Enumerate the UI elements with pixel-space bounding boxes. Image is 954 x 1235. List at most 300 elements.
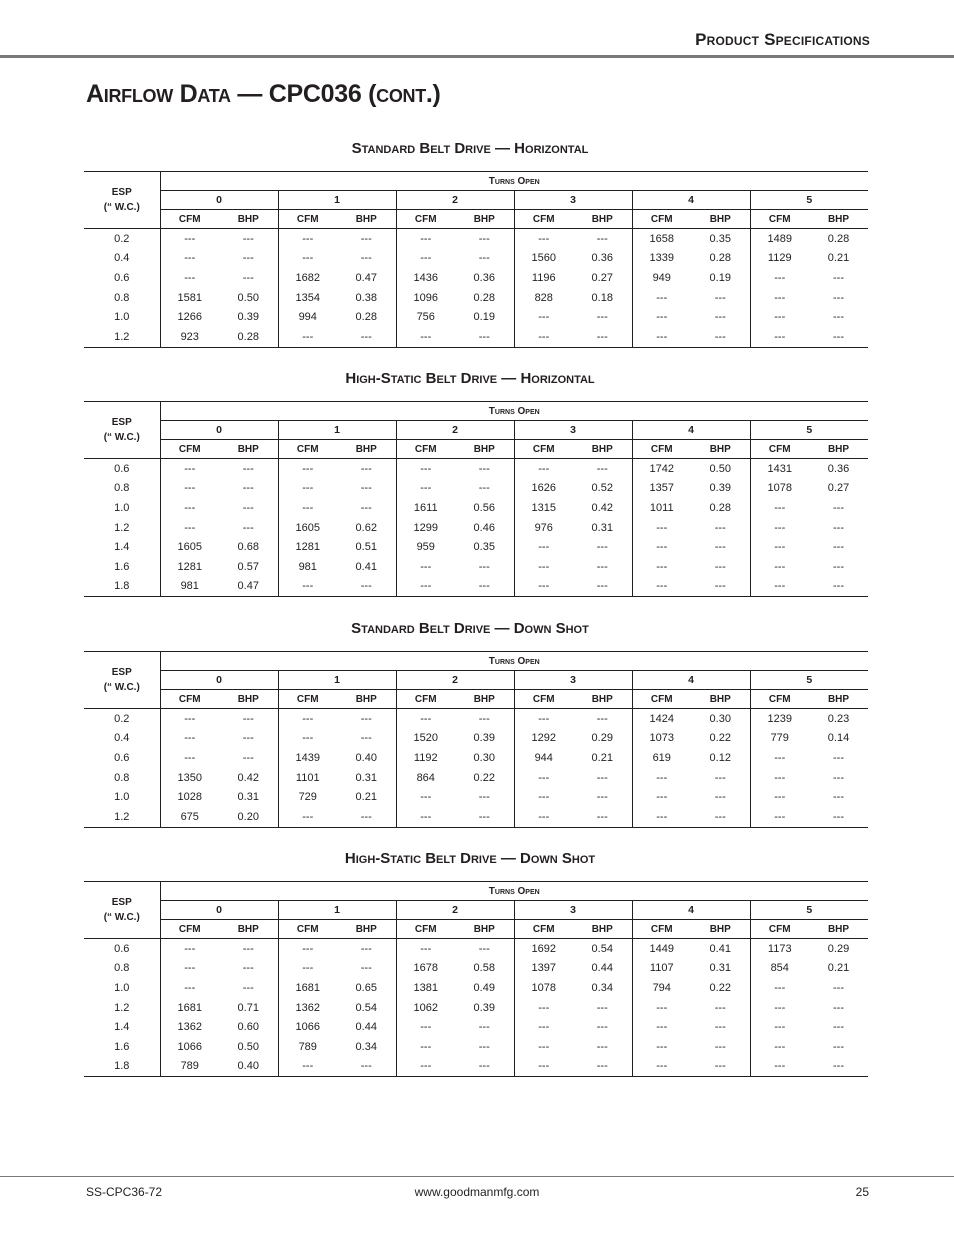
bhp-value: ---	[337, 577, 396, 597]
cfm-value: ---	[160, 249, 219, 269]
table-row	[84, 768, 868, 788]
bhp-value: 0.21	[355, 791, 377, 804]
cfm-value: 1681	[278, 978, 337, 998]
esp-value: 1.2	[114, 1001, 130, 1014]
bhp-value: ---	[242, 712, 254, 725]
esp-value: 1.0	[114, 981, 130, 994]
bhp-value: ---	[714, 521, 726, 534]
cfm-value: ---	[396, 577, 455, 597]
cfm-value: ---	[396, 557, 455, 577]
esp-value: 1.0	[114, 311, 130, 324]
bhp-value: ---	[360, 252, 372, 265]
cfm-value: ---	[396, 249, 455, 269]
table-row	[84, 557, 868, 577]
bhp-header: BHP	[219, 210, 278, 229]
bhp-header: BHP	[809, 690, 868, 709]
bhp-value: 0.47	[219, 577, 278, 597]
bhp-value: 0.18	[591, 291, 613, 304]
cfm-value: ---	[632, 307, 691, 327]
esp-header	[84, 652, 160, 709]
esp-unit: (“ W.C.)	[103, 202, 140, 213]
cfm-value: ---	[396, 1037, 455, 1057]
bhp-value: ---	[833, 751, 844, 764]
cfm-value: ---	[514, 459, 573, 479]
cfm-value: ---	[514, 229, 573, 249]
cfm-value: 1281	[160, 557, 219, 577]
turns-number-header: 5	[750, 901, 868, 920]
esp-value: 1.4	[114, 1021, 130, 1034]
cfm-value: ---	[160, 268, 219, 288]
cfm-header: CFM	[632, 440, 691, 459]
bhp-value: ---	[242, 232, 254, 245]
bhp-value: ---	[833, 771, 844, 784]
esp-value: 0.8	[114, 482, 130, 495]
cfm-value: ---	[514, 1037, 573, 1057]
cfm-value: 1362	[278, 998, 337, 1018]
table-row	[84, 577, 868, 597]
cfm-header: CFM	[514, 920, 573, 939]
cfm-value: 976	[514, 518, 573, 538]
bhp-header: BHP	[809, 920, 868, 939]
cfm-header: CFM	[160, 690, 219, 709]
bhp-value: ---	[242, 521, 254, 534]
cfm-value: ---	[750, 577, 809, 597]
turns-number-header: 4	[632, 901, 750, 920]
esp-value: 1.2	[84, 807, 160, 827]
cfm-header: CFM	[396, 920, 455, 939]
cfm-value: 1489	[750, 229, 809, 249]
cfm-value: 1173	[750, 939, 809, 959]
cfm-value: 1192	[396, 748, 455, 768]
cfm-header: CFM	[160, 920, 219, 939]
cfm-value: ---	[160, 748, 219, 768]
bhp-value: ---	[360, 232, 372, 245]
cfm-value: ---	[514, 709, 573, 729]
footer-rule	[0, 1176, 954, 1177]
cfm-value: ---	[278, 807, 337, 827]
cfm-value: ---	[160, 959, 219, 979]
bhp-value: 0.21	[591, 751, 613, 764]
bhp-value: 0.31	[591, 521, 613, 534]
bhp-value: 0.28	[709, 501, 731, 514]
cfm-value: ---	[632, 557, 691, 577]
bhp-value: 0.38	[355, 291, 377, 304]
cfm-value: 1397	[514, 959, 573, 979]
bhp-value: ---	[242, 501, 254, 514]
cfm-value: 1357	[632, 479, 691, 499]
table-row	[84, 498, 868, 518]
esp-value: 1.2	[84, 327, 160, 347]
bhp-value: ---	[833, 1001, 844, 1014]
bhp-value: 0.36	[827, 462, 850, 475]
cfm-value: ---	[396, 327, 455, 347]
bhp-value: ---	[573, 577, 632, 597]
cfm-value: 1096	[396, 288, 455, 308]
cfm-value: 1129	[750, 249, 809, 269]
cfm-value: 1626	[514, 479, 573, 499]
cfm-value: ---	[514, 807, 573, 827]
cfm-value: ---	[750, 307, 809, 327]
bhp-value: ---	[242, 751, 254, 764]
table-row	[84, 459, 868, 479]
bhp-value: 0.65	[355, 981, 377, 994]
cfm-value: ---	[632, 518, 691, 538]
esp-value: 1.4	[114, 541, 130, 554]
bhp-value: 0.50	[709, 462, 731, 475]
turns-number-header: 1	[278, 901, 396, 920]
cfm-value: 994	[278, 307, 337, 327]
cfm-value: ---	[396, 479, 455, 499]
cfm-value: 1439	[278, 748, 337, 768]
table-row	[84, 249, 868, 269]
cfm-value: ---	[160, 709, 219, 729]
cfm-value: ---	[514, 1057, 573, 1077]
bhp-value: ---	[714, 1001, 726, 1014]
bhp-value: 0.28	[355, 311, 377, 324]
turns-open-header: Turns Open	[160, 402, 868, 421]
cfm-value: 756	[396, 307, 455, 327]
bhp-value: 0.27	[827, 482, 850, 495]
table-title: Standard Belt Drive — Down Shot	[351, 620, 589, 637]
bhp-header: BHP	[573, 920, 632, 939]
bhp-value: ---	[714, 791, 726, 804]
cfm-value: 1742	[632, 459, 691, 479]
table-row	[84, 1057, 868, 1077]
turns-number-header: 1	[278, 191, 396, 210]
esp-value: 0.8	[114, 962, 130, 975]
cfm-value: 1436	[396, 268, 455, 288]
bhp-value: 0.35	[473, 541, 495, 554]
bhp-value: 0.34	[591, 981, 613, 994]
cfm-value: 923	[160, 327, 219, 347]
bhp-value: ---	[833, 311, 844, 324]
cfm-value: 944	[514, 748, 573, 768]
cfm-value: 981	[278, 557, 337, 577]
bhp-value: 0.54	[591, 942, 613, 955]
bhp-value: ---	[478, 942, 490, 955]
bhp-value: ---	[833, 1040, 844, 1053]
bhp-value: ---	[833, 501, 844, 514]
cfm-value: 1281	[278, 537, 337, 557]
cfm-value: ---	[632, 1017, 691, 1037]
bhp-value: 0.54	[355, 1001, 377, 1014]
table-row	[84, 998, 868, 1018]
cfm-value: ---	[396, 709, 455, 729]
bhp-value: ---	[478, 791, 490, 804]
bhp-value: ---	[833, 791, 844, 804]
bhp-value: 0.39	[709, 482, 731, 495]
cfm-value: ---	[160, 498, 219, 518]
cfm-value: 1431	[750, 459, 809, 479]
bhp-value: 0.40	[355, 751, 377, 764]
table-row	[84, 307, 868, 327]
turns-number-header: 3	[514, 421, 632, 440]
bhp-header: BHP	[455, 440, 514, 459]
cfm-value: 1581	[160, 288, 219, 308]
cfm-value: 729	[278, 787, 337, 807]
turns-number-header: 2	[396, 421, 514, 440]
bhp-value: 0.57	[237, 560, 259, 573]
turns-number-header: 4	[632, 421, 750, 440]
bhp-value: 0.51	[355, 541, 377, 554]
bhp-value: 0.52	[591, 482, 613, 495]
cfm-value: ---	[750, 978, 809, 998]
esp-header	[84, 882, 160, 939]
cfm-value: ---	[278, 327, 337, 347]
table-row	[84, 229, 868, 249]
bhp-value: ---	[833, 541, 844, 554]
bhp-value: 0.29	[827, 942, 850, 955]
bhp-value: ---	[596, 232, 608, 245]
cfm-header: CFM	[514, 440, 573, 459]
bhp-value: ---	[714, 311, 726, 324]
cfm-value: ---	[750, 518, 809, 538]
esp-value: 0.8	[114, 291, 130, 304]
header-rule	[0, 55, 954, 58]
bhp-value: ---	[833, 521, 844, 534]
cfm-value: ---	[632, 288, 691, 308]
bhp-value: ---	[242, 482, 254, 495]
bhp-value: 0.19	[473, 311, 495, 324]
cfm-header: CFM	[632, 920, 691, 939]
cfm-value: ---	[750, 748, 809, 768]
bhp-value: ---	[833, 560, 844, 573]
cfm-value: ---	[750, 268, 809, 288]
turns-number-header: 3	[514, 901, 632, 920]
bhp-value: ---	[809, 807, 868, 827]
cfm-value: 794	[632, 978, 691, 998]
esp-value: 0.6	[114, 751, 130, 764]
bhp-value: ---	[337, 807, 396, 827]
cfm-value: ---	[632, 537, 691, 557]
table-row	[84, 268, 868, 288]
bhp-value: 0.28	[709, 252, 731, 265]
bhp-value: ---	[596, 1021, 608, 1034]
cfm-value: ---	[632, 1037, 691, 1057]
cfm-value: ---	[160, 229, 219, 249]
turns-number-header: 1	[278, 421, 396, 440]
bhp-header: BHP	[573, 690, 632, 709]
esp-label: ESP	[111, 667, 132, 678]
cfm-header: CFM	[278, 690, 337, 709]
esp-header	[84, 402, 160, 459]
bhp-value: 0.39	[473, 732, 495, 745]
page-title: Airflow Data — CPC036 (cont.)	[86, 80, 441, 108]
cfm-value: 1266	[160, 307, 219, 327]
bhp-value: ---	[714, 1021, 726, 1034]
cfm-header: CFM	[632, 210, 691, 229]
bhp-value: ---	[242, 981, 254, 994]
table-title: High-Static Belt Drive — Down Shot	[344, 850, 596, 867]
bhp-header: BHP	[809, 440, 868, 459]
esp-unit: (“ W.C.)	[103, 912, 140, 923]
cfm-value: 1073	[632, 729, 691, 749]
bhp-value: ---	[360, 942, 372, 955]
bhp-value: ---	[478, 252, 490, 265]
cfm-value: ---	[396, 939, 455, 959]
table-row	[84, 939, 868, 959]
cfm-value: 1350	[160, 768, 219, 788]
bhp-value: ---	[242, 462, 254, 475]
bhp-value: ---	[455, 807, 514, 827]
cfm-value: 789	[160, 1057, 219, 1077]
bhp-value: ---	[360, 482, 372, 495]
bhp-value: 0.21	[827, 252, 850, 265]
cfm-header: CFM	[396, 210, 455, 229]
bhp-header: BHP	[691, 440, 750, 459]
cfm-value: 1692	[514, 939, 573, 959]
cfm-value: ---	[514, 1017, 573, 1037]
bhp-value: 0.34	[355, 1040, 377, 1053]
turns-number-header: 5	[750, 421, 868, 440]
table-row	[84, 1037, 868, 1057]
cfm-value: ---	[632, 768, 691, 788]
esp-header	[84, 172, 160, 229]
bhp-header: BHP	[337, 920, 396, 939]
esp-value: 0.8	[114, 771, 130, 784]
bhp-value: 0.36	[591, 252, 613, 265]
cfm-value: ---	[278, 479, 337, 499]
esp-value: 0.6	[114, 271, 130, 284]
cfm-value: ---	[750, 768, 809, 788]
turns-open-header: Turns Open	[160, 652, 868, 671]
turns-number-header: 1	[278, 671, 396, 690]
bhp-value: 0.28	[827, 232, 850, 245]
cfm-header: CFM	[750, 210, 809, 229]
bhp-value: 0.41	[709, 942, 731, 955]
bhp-value: ---	[714, 541, 726, 554]
bhp-value: 0.35	[709, 232, 731, 245]
turns-number-header: 3	[514, 671, 632, 690]
turns-number-header: 2	[396, 901, 514, 920]
cfm-value: 959	[396, 537, 455, 557]
table-row	[84, 787, 868, 807]
bhp-header: BHP	[337, 690, 396, 709]
esp-value: 1.6	[114, 560, 130, 573]
turns-number-header: 2	[396, 671, 514, 690]
cfm-value: 981	[160, 577, 219, 597]
bhp-value: ---	[691, 807, 750, 827]
table-title: Standard Belt Drive — Horizontal	[351, 140, 589, 157]
cfm-value: 1062	[396, 998, 455, 1018]
cfm-value: ---	[396, 459, 455, 479]
table-row	[84, 729, 868, 749]
turns-number-header: 4	[632, 191, 750, 210]
bhp-header: BHP	[455, 210, 514, 229]
bhp-value: ---	[596, 462, 608, 475]
bhp-value: ---	[714, 560, 726, 573]
cfm-value: ---	[632, 327, 691, 347]
bhp-value: 0.40	[219, 1057, 278, 1077]
bhp-value: 0.27	[591, 271, 613, 284]
esp-value: 1.0	[114, 791, 130, 804]
cfm-value: 1520	[396, 729, 455, 749]
bhp-header: BHP	[691, 690, 750, 709]
cfm-value: ---	[278, 229, 337, 249]
cfm-value: ---	[632, 787, 691, 807]
turns-open-header: Turns Open	[160, 172, 868, 191]
cfm-value: ---	[750, 1017, 809, 1037]
cfm-value: 779	[750, 729, 809, 749]
cfm-value: ---	[396, 1057, 455, 1077]
footer-page-number: 25	[855, 1185, 869, 1199]
bhp-value: ---	[242, 732, 254, 745]
cfm-value: 1449	[632, 939, 691, 959]
bhp-value: 0.46	[473, 521, 495, 534]
bhp-value: 0.30	[709, 712, 731, 725]
bhp-value: 0.60	[237, 1021, 259, 1034]
esp-value: 0.6	[114, 462, 130, 475]
bhp-value: 0.22	[473, 771, 495, 784]
cfm-header: CFM	[396, 440, 455, 459]
turns-number-header: 5	[750, 671, 868, 690]
cfm-value: 1101	[278, 768, 337, 788]
esp-value: 0.4	[114, 252, 130, 265]
bhp-header: BHP	[219, 690, 278, 709]
bhp-header: BHP	[691, 210, 750, 229]
cfm-value: ---	[632, 998, 691, 1018]
cfm-value: ---	[160, 518, 219, 538]
cfm-value: ---	[750, 787, 809, 807]
cfm-value: ---	[750, 537, 809, 557]
bhp-value: ---	[573, 1057, 632, 1077]
bhp-value: ---	[596, 712, 608, 725]
bhp-value: ---	[242, 271, 254, 284]
bhp-value: 0.71	[237, 1001, 259, 1014]
bhp-value: 0.44	[355, 1021, 377, 1034]
bhp-value: 0.49	[473, 981, 495, 994]
turns-number-header: 3	[514, 191, 632, 210]
turns-number-header: 4	[632, 671, 750, 690]
bhp-value: ---	[833, 981, 844, 994]
esp-value: 1.8	[84, 1057, 160, 1077]
cfm-value: 1560	[514, 249, 573, 269]
cfm-value: ---	[750, 327, 809, 347]
cfm-value: 789	[278, 1037, 337, 1057]
table-row	[84, 327, 868, 347]
cfm-header: CFM	[750, 920, 809, 939]
bhp-value: 0.31	[709, 962, 731, 975]
esp-label: ESP	[111, 897, 132, 908]
cfm-value: ---	[278, 1057, 337, 1077]
bhp-value: 0.47	[355, 271, 377, 284]
bhp-value: ---	[455, 327, 514, 347]
bhp-value: ---	[360, 462, 372, 475]
bhp-value: ---	[691, 577, 750, 597]
cfm-value: 675	[160, 807, 219, 827]
header-title: Product Specifications	[695, 30, 870, 49]
cfm-value: ---	[278, 709, 337, 729]
turns-number-header: 0	[160, 901, 278, 920]
airflow-table	[84, 881, 868, 1077]
bhp-value: 0.44	[591, 962, 613, 975]
bhp-value: 0.58	[473, 962, 495, 975]
bhp-value: 0.41	[355, 560, 377, 573]
bhp-value: ---	[809, 1057, 868, 1077]
bhp-header: BHP	[337, 440, 396, 459]
airflow-section-highstatic-horizontal	[84, 370, 868, 597]
cfm-value: ---	[160, 459, 219, 479]
cfm-value: 949	[632, 268, 691, 288]
table-row	[84, 978, 868, 998]
cfm-header: CFM	[160, 440, 219, 459]
turns-number-header: 5	[750, 191, 868, 210]
bhp-value: 0.29	[591, 732, 613, 745]
table-row	[84, 959, 868, 979]
cfm-value: ---	[632, 1057, 691, 1077]
cfm-value: 1011	[632, 498, 691, 518]
cfm-value: 1381	[396, 978, 455, 998]
